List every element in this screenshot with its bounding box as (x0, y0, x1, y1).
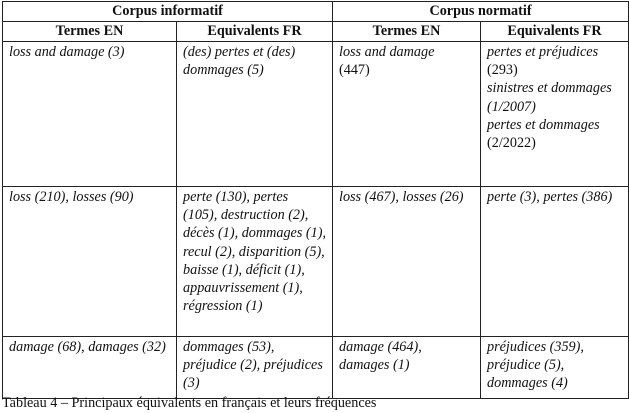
cell-info-fr (177, 337, 333, 399)
cell-text: (2/2022) (487, 135, 536, 152)
cell-text: (des) pertes et (des) dommages (5) (183, 44, 296, 79)
cell-text: damage (464), damages (1) (339, 339, 422, 374)
cell-text: loss and damage (3) (9, 44, 125, 60)
cell-info-en (3, 187, 177, 337)
cell-info-fr (177, 42, 333, 187)
col-header-info-en: Termes EN (3, 22, 177, 42)
cell-info-en (3, 42, 177, 187)
table-caption: Tableau 4 – Principaux équivalents en français et leurs fréquences (2, 395, 377, 411)
cell-text: damage (68), damages (32) (9, 339, 166, 355)
col-header-norm-en: Termes EN (333, 22, 481, 42)
table-container (2, 1, 628, 399)
group-header-informatif: Corpus informatif (3, 2, 333, 22)
table-row (3, 42, 629, 187)
cell-norm-en (333, 187, 481, 337)
cell-text: pertes et dommages (487, 116, 600, 133)
cell-text: (293) (487, 62, 518, 79)
cell-text: préjudices (359), préjudice (5), dommages (4) (487, 339, 584, 392)
cell-norm-en (333, 42, 481, 187)
cell-text: (447) (339, 62, 370, 79)
cell-info-en (3, 337, 177, 399)
equivalents-table (2, 1, 629, 399)
cell-text: pertes et préjudices (487, 44, 599, 60)
cell-text: sinistres et dommages (1/2007) (487, 80, 612, 115)
cell-text: dommages (53), préjudice (2), préjudices (3) (183, 339, 323, 392)
table-row (3, 337, 629, 399)
cell-text: loss and damage (339, 44, 435, 60)
cell-text: loss (210), losses (90) (9, 189, 134, 205)
col-header-info-fr: Equivalents FR (177, 22, 333, 42)
table-row (3, 187, 629, 337)
group-header-normatif: Corpus normatif (333, 2, 629, 22)
cell-norm-fr (481, 42, 629, 187)
cell-text: loss (467), losses (26) (339, 189, 464, 205)
cell-norm-fr (481, 187, 629, 337)
cell-text: perte (3), pertes (386) (487, 189, 613, 205)
cell-text: perte (130), pertes (105), destruction (2), décès (1), dommages (1), recul (2), disparition (5), baisse (1), déficit (1), appauvrissement (1), régression (1) (183, 189, 327, 315)
cell-info-fr (177, 187, 333, 337)
col-header-norm-fr: Equivalents FR (481, 22, 629, 42)
cell-norm-fr (481, 337, 629, 399)
cell-norm-en (333, 337, 481, 399)
